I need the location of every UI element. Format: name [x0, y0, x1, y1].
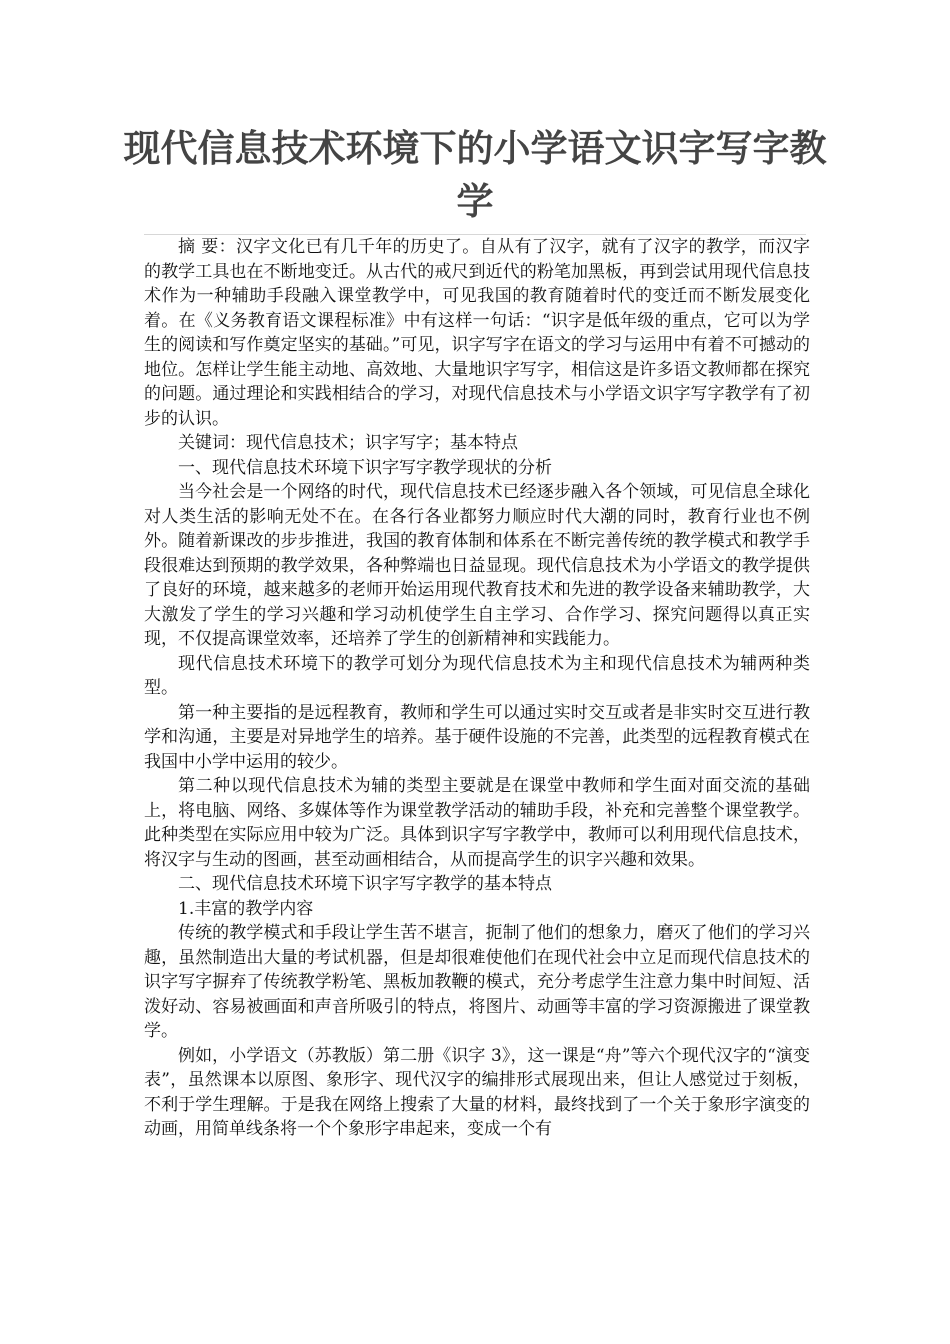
- section-heading-1: 一、现代信息技术环境下识字写字教学现状的分析: [178, 457, 552, 478]
- body-paragraph: 例如，小学语文（苏教版）第二册《识字 3》，这一课是“舟”等六个现代汉字的“演变表”，虽然课本以原图、象形字、现代汉字的编排形式展现出来，但让人感觉过于刻板，不利于学生理解。于是我在网络上搜索了大量的材料，最终找到了一个关于象形字演变的动画，用简单线条将一个个象形字串起来，变成一个有: [144, 1045, 810, 1139]
- subsection-heading: 1.丰富的教学内容: [178, 898, 314, 919]
- body-paragraph: 第二种以现代信息技术为辅的类型主要就是在课堂中教师和学生面对面交流的基础上，将电脑、网络、多媒体等作为课堂教学活动的辅助手段，补充和完善整个课堂教学。此种类型在实际应用中较为广泛。具体到识字写字教学中，教师可以利用现代信息技术，将汉字与生动的图画，甚至动画相结合，从而提高学生的识字兴趣和效果。: [144, 776, 810, 870]
- body-paragraph: 现代信息技术环境下的教学可划分为现代信息技术为主和现代信息技术为辅两种类型。: [144, 653, 810, 698]
- body-paragraph: 传统的教学模式和手段让学生苦不堪言，扼制了他们的想象力，磨灭了他们的学习兴趣，虽然制造出大量的考试机器，但是却很难使他们在现代社会中立足而现代信息技术的识字写字摒弃了传统教学粉笔、黑板加教鞭的模式，充分考虑学生注意力集中时间短、活泼好动、容易被画面和声音所吸引的特点，将图片、动画等丰富的学习资源搬进了课堂教学。: [144, 923, 810, 1041]
- abstract-paragraph: 摘 要：汉字文化已有几千年的历史了。自从有了汉字，就有了汉字的教学，而汉字的教学工具也在不断地变迁。从古代的戒尺到近代的粉笔加黑板，再到尝试用现代信息技术作为一种辅助手段融入课堂教学中，可见我国的教育随着时代的变迁而不断发展变化着。在《义务教育语文课程标准》中有这样一句话：“识字是低年级的重点，它可以为学生的阅读和写作奠定坚实的基础。”可见，识字写字在语文的学习与运用中有着不可撼动的地位。怎样让学生能主动地、高效地、大量地识字写字，相信这是许多语文教师都在探究的问题。通过理论和实践相结合的学习，对现代信息技术与小学语文识字写字教学有了初步的认识。: [144, 237, 810, 429]
- document-title: 现代信息技术环境下的小学语文识字写字教学: [123, 127, 827, 223]
- section-heading-2: 二、现代信息技术环境下识字写字教学的基本特点: [178, 874, 552, 894]
- document-body: [144, 235, 810, 1142]
- body-paragraph: 当今社会是一个网络的时代，现代信息技术已经逐步融入各个领域，可见信息全球化对人类生活的影响无处不在。在各行各业都努力顺应时代大潮的同时，教育行业也不例外。随着新课改的步步推进，我国的教育体制和体系在不断完善传统的教学模式和教学手段很难达到预期的教学效果，各种弊端也日益显现。现代信息技术为小学语文的教学提供了良好的环境，越来越多的老师开始运用现代教育技术和先进的教学设备来辅助教学，大大激发了学生的学习兴趣和学习动机使学生自主学习、合作学习、探究问题得以真正实现，不仅提高课堂效率，还培养了学生的创新精神和实践能力。: [144, 482, 810, 649]
- body-paragraph: 第一种主要指的是远程教育，教师和学生可以通过实时交互或者是非实时交互进行教学和沟通，主要是对异地学生的培养。基于硬件设施的不完善，此类型的远程教育模式在我国中小学中运用的较少。: [144, 702, 810, 772]
- keywords-line: 关键词：现代信息技术；识字写字；基本特点: [178, 433, 518, 453]
